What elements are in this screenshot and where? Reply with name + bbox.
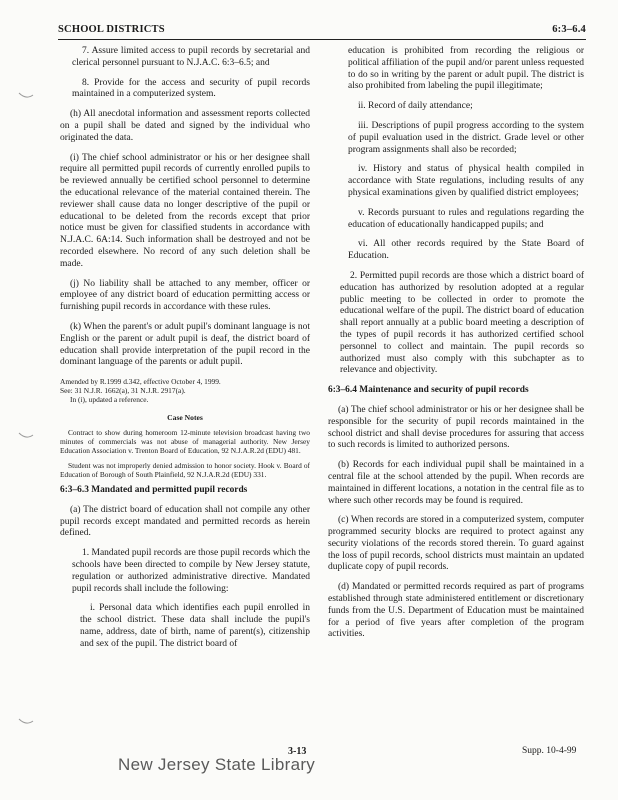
paragraph: (h) All anecdotal information and assessment reports collected on a pupil shall be dated and signed by the individual who originated the data. [60, 109, 310, 143]
paragraph: vi. All other records required by the State Board of Education. [348, 239, 584, 262]
paragraph: (b) Records for each individual pupil shall be maintained in a central file at the school attended by the pupil. When records are maintained in different locations, a notation in the central file as to where such other records may be found is required. [328, 460, 584, 506]
paragraph: iv. History and status of physical health compiled in accordance with State regulations, including results of any physical examinations given by qualified district employees; [348, 164, 584, 198]
paragraph: (c) When records are stored in a computerized system, computer programmed security blocks are required to protect against any security violations of the records stored therein. To guard against the loss of pupil records, school districts must maintain an updated duplicate copy of pupil records. [328, 515, 584, 573]
paragraph: ii. Record of daily attendance; [358, 101, 473, 112]
paragraph: i. Personal data which identifies each pupil enrolled in the school district. These data shall include the pupil's name, address, date of birth, name of parent(s), citizenship and sex of the pupil. The district board of [80, 603, 310, 649]
binding-mark-icon [18, 432, 34, 440]
paragraph: 7. Assure limited access to pupil records by secretarial and clerical personnel pursuant to N.J.A.C. 6:3–6.5; and [72, 46, 310, 68]
right-column [328, 46, 584, 649]
library-stamp: New Jersey State Library [118, 755, 316, 774]
paragraph: (k) When the parent's or adult pupil's dominant language is not English or the parent or adult pupil is deaf, the district board of education shall provide interpretation of the pupil record in the dominant language of the parents or adult pupil. [60, 321, 310, 368]
paragraph: (a) The chief school administrator or his or her designee shall be responsible for the security of pupil records maintained in the school district and shall devise procedures for assuring that access to such records is limited to authorized persons. [328, 404, 584, 451]
amendment-note: In (i), updated a reference. [70, 395, 149, 405]
paragraph: (i) The chief school administrator or his or her designee shall require all permitted pupil records of currently enrolled pupils to be reviewed annually be certified school personnel to determine the educational relevance of the material contained therein. The reviewer shall cause data no longer descriptive of the pupil or educational to be deleted from the records except that prior notice must be given for classified students in accordance with N.J.A.C. 6A:14. Such information shall be destroyed and not be recorded elsewhere. No record of any such deletion shall be made. [60, 152, 310, 269]
paragraph: (j) No liability shall be attached to any member, officer or employee of any district board of education permitting access or furnishing pupil records in accordance with these rules. [60, 278, 310, 313]
section-heading: 6:3–6.4 Maintenance and security of pupil records [328, 385, 529, 396]
paragraph: iii. Descriptions of pupil progress according to the system of pupil evaluation used in the district. Grade level or other program assignments shall also be recorded; [348, 120, 584, 155]
paragraph: 2. Permitted pupil records are those which a district board of education has authorized by resolution adopted at a regular public meeting to be collected in order to promote the educational welfare of the pupil. The district board of education shall report annually at a public board meeting a description of the types of pupil records it has authorized certified school personnel to collect and maintain. The pupil records so authorized must also comply with this subchapter as to relevance and objectivity. [340, 270, 584, 376]
header-title: SCHOOL DISTRICTS [58, 24, 165, 35]
paragraph: (d) Mandated or permitted records required as part of programs established through state administered entitlement or discretionary funds from the U.S. Department of Education must be maintained for a period of five years after completion of the program activities. [328, 582, 584, 640]
header-rule [58, 39, 586, 40]
case-note: Contract to show during homeroom 12-minute television broadcast having two minutes of commercials was not abuse of managerial authority. New Jersey Education Association v. Trenton Board of Education, 92 N.J.A.R.2d (EDU) 481. [60, 427, 310, 455]
supplement-date: Supp. 10-4-99 [522, 746, 577, 756]
header-section-range: 6:3–6.4 [552, 24, 586, 35]
paragraph: v. Records pursuant to rules and regulations regarding the education of educationally handicapped pupils; and [348, 207, 584, 230]
case-note: Student was not improperly denied admission to honor society. Hook v. Board of Education of Borough of South Plainfield, 92 N.J.A.R.2d (EDU) 331. [60, 460, 310, 479]
binding-mark-icon [18, 718, 34, 726]
amendment-note: Amended by R.1999 d.342, effective October 4, 1999. [60, 377, 221, 387]
section-heading: 6:3–6.3 Mandated and permitted pupil records [60, 484, 248, 495]
running-header [58, 24, 586, 40]
case-notes-title: Case Notes [167, 413, 203, 423]
paragraph: 1. Mandated pupil records are those pupil records which the schools have been directed to compile by New Jersey statute, regulation or authorized administrative directive. Mandated pupil records shall include the following: [72, 548, 310, 594]
page-number: 3-13 [288, 746, 307, 757]
paragraph: education is prohibited from recording the religious or political affiliation of the pupil and/or parent unless requested to do so in writing by the parent or adult pupil. The district is also prohibited from labeling the pupil illegitimate; [348, 46, 584, 92]
paragraph: (a) The district board of education shall not compile any other pupil records except mandated and permitted records as herein defined. [60, 504, 310, 539]
binding-mark-icon [18, 92, 34, 100]
left-column [60, 46, 310, 658]
amendment-note: See: 31 N.J.R. 1662(a), 31 N.J.R. 2917(a). [60, 386, 186, 396]
paragraph: 8. Provide for the access and security of pupil records maintained in a computerized system. [72, 77, 310, 100]
